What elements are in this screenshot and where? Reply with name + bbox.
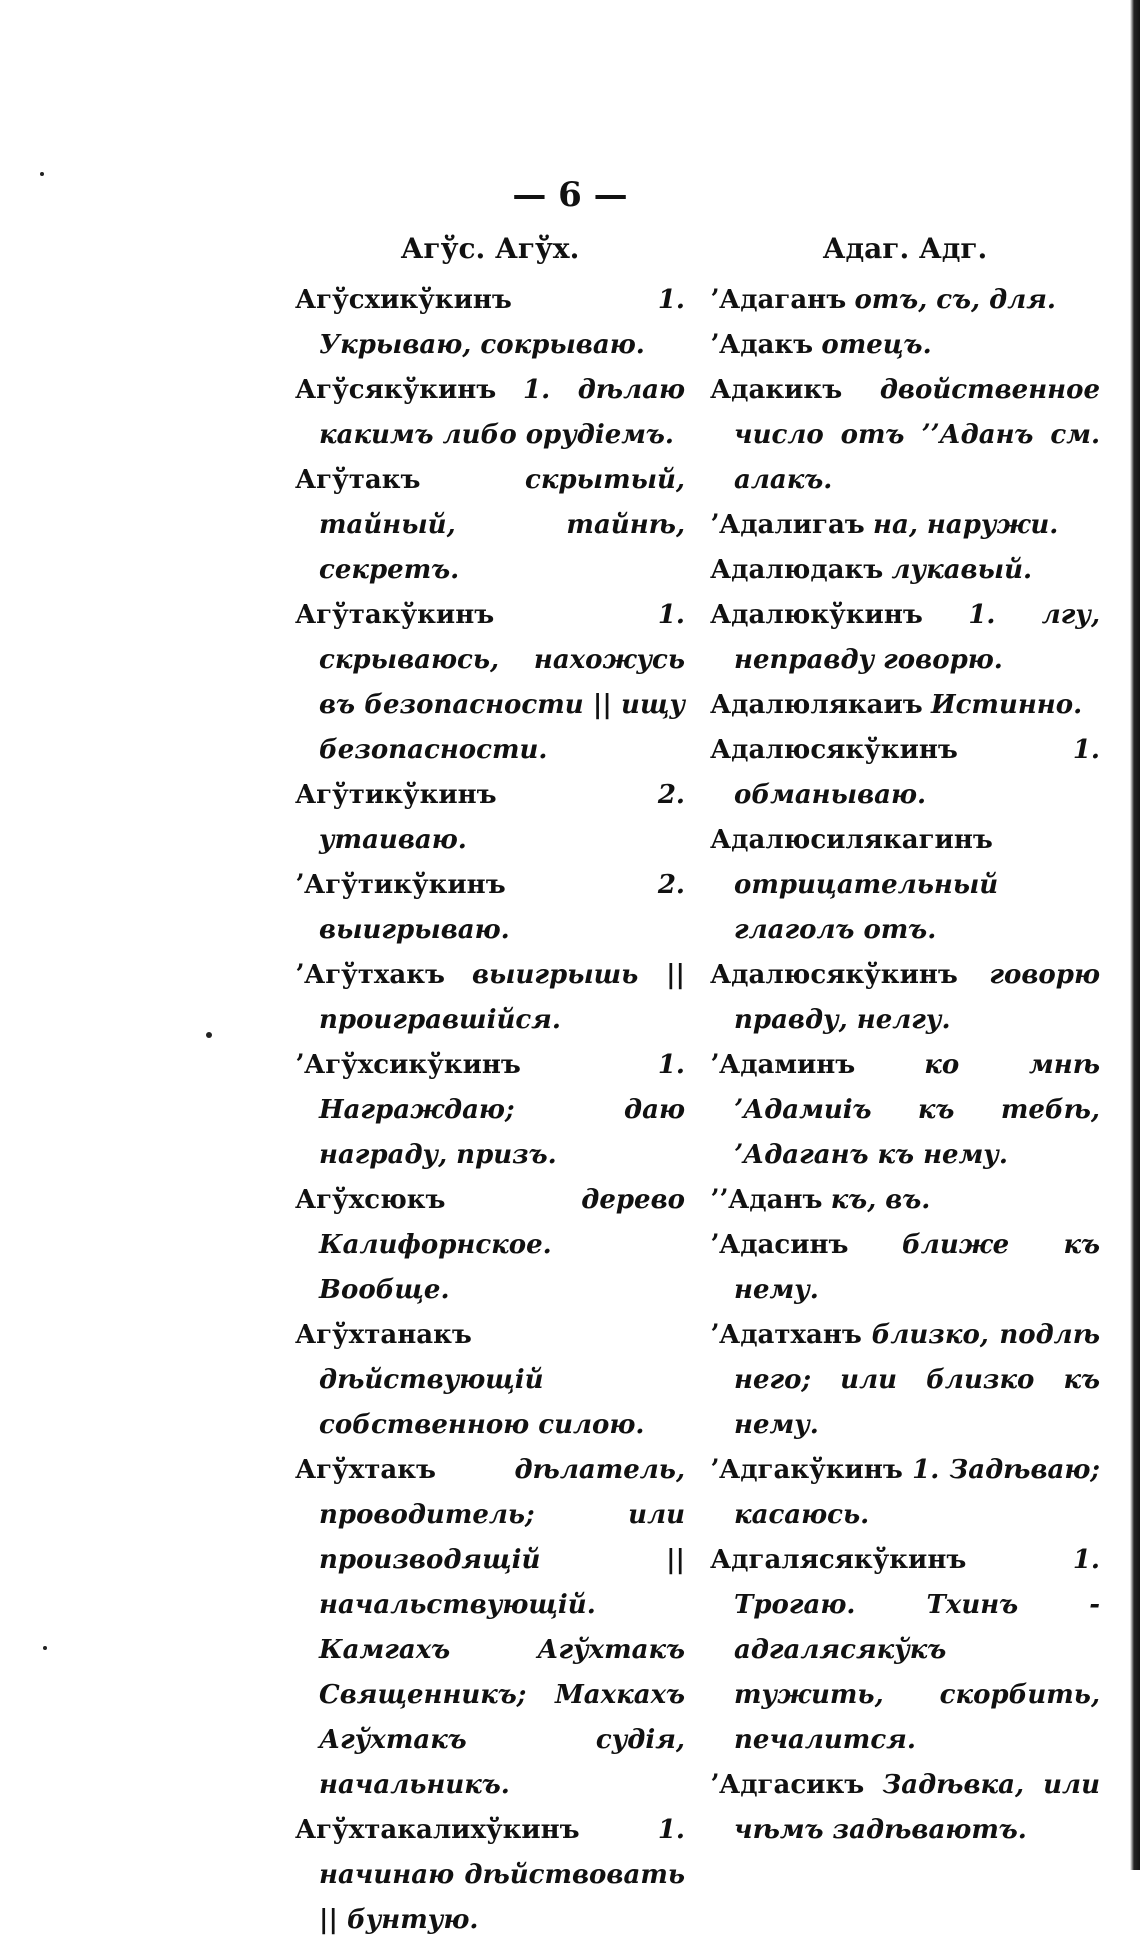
dictionary-entry	[710, 818, 1100, 953]
dictionary-entry	[710, 1043, 1100, 1178]
definition: отъ, съ, для.	[854, 285, 1056, 315]
headword: Адакикъ	[710, 375, 843, 405]
definition: 1. лгу, неправду говорю.	[734, 600, 1100, 675]
headword: Агўхсюкъ	[295, 1185, 446, 1215]
dictionary-entry	[710, 1313, 1100, 1448]
headword: Адалюсилякагинъ	[710, 825, 993, 855]
definition: 1. дѣлаю какимъ либо орудіемъ.	[319, 375, 685, 450]
definition: близко, подлѣ него; или близко къ нему.	[734, 1320, 1100, 1440]
headword: Агўхтакъ	[295, 1455, 436, 1485]
headword: ʼАдаминъ	[710, 1050, 856, 1080]
headword: Агўтикўкинъ	[295, 780, 497, 810]
definition: выигрышь || проигравшійся.	[319, 960, 686, 1035]
definition: 1. скрываюсь, нахожусь въ безопасности || ищу безопасности.	[319, 600, 685, 765]
ink-speck	[43, 1646, 47, 1650]
definition: отрицательный глаголъ отъ.	[734, 870, 999, 945]
dictionary-entry	[710, 593, 1100, 683]
definition: 1. Укрываю, сокрываю.	[319, 285, 685, 360]
definition: лукавый.	[891, 555, 1033, 585]
headword: Адалюлякаиъ	[710, 690, 923, 720]
dictionary-entry	[295, 863, 685, 953]
definition: ко мнѣ ʼАдамиіъ къ тебѣ, ʼАдаганъ къ нему.	[734, 1050, 1100, 1170]
dictionary-entry	[295, 953, 685, 1043]
definition: говорю правду, нелгу.	[734, 960, 1100, 1035]
dictionary-entry	[295, 1448, 685, 1808]
definition: 1. обманываю.	[734, 735, 1100, 810]
headword: ʼАдгакўкинъ	[710, 1455, 903, 1485]
dictionary-entry	[295, 1313, 685, 1448]
definition: дерево Калифорнское. Вообще.	[319, 1185, 685, 1305]
definition: дѣлатель, проводитель; или производящій || начальствующій. Камгахъ Агўхтакъ Священникъ; Махкахъ Агўхтакъ судія, начальникъ.	[319, 1455, 685, 1800]
column-header: Агўс. Агўх.	[400, 232, 580, 265]
dictionary-entry	[295, 1808, 685, 1943]
headword: ʼАгўтхакъ	[295, 960, 445, 990]
headword: Агўсякўкинъ	[295, 375, 497, 405]
definition: 1. Задѣваю; касаюсь.	[734, 1455, 1100, 1530]
dictionary-entry	[710, 368, 1100, 503]
dictionary-entry	[710, 1178, 1100, 1223]
definition: къ, въ.	[830, 1185, 931, 1215]
headword: Адалюдакъ	[710, 555, 884, 585]
dictionary-entry	[295, 278, 685, 368]
headword: ʼАгўтикўкинъ	[295, 870, 506, 900]
dictionary-entry	[710, 953, 1100, 1043]
headword: Адалюсякўкинъ	[710, 960, 958, 990]
definition: 1. Награждаю; даю награду, призъ.	[319, 1050, 685, 1170]
definition: 1. Трогаю. Тхинъ - адгалясякўкъ тужить, скорбить, печалится.	[734, 1545, 1100, 1755]
definition: на, наружи.	[873, 510, 1059, 540]
page-edge-shadow	[1130, 0, 1140, 1870]
column-header: Адаг. Адг.	[822, 232, 988, 265]
dictionary-entry	[710, 728, 1100, 818]
headword: Адалюкўкинъ	[710, 600, 923, 630]
ink-speck	[206, 1032, 212, 1038]
headword: ʼАдаганъ	[710, 285, 847, 315]
definition: отецъ.	[821, 330, 932, 360]
page-number: — 6 —	[512, 175, 628, 215]
dictionary-entry	[710, 278, 1100, 323]
headword: ʼʼАданъ	[710, 1185, 823, 1215]
headword: ʼАдалигаъ	[710, 510, 865, 540]
dictionary-entry	[295, 458, 685, 593]
definition: 2. выигрываю.	[319, 870, 685, 945]
headword: ʼАдатханъ	[710, 1320, 862, 1350]
definition: двойственное число отъ ʼʼАданъ см. алакъ.	[734, 375, 1100, 495]
dictionary-entry	[295, 368, 685, 458]
definition: 2. утаиваю.	[319, 780, 685, 855]
definition: 1. начинаю дѣйствовать || бунтую.	[319, 1815, 685, 1935]
definition: скрытый, тайный, тайнѣ, секретъ.	[319, 465, 685, 585]
headword: ʼАдасинъ	[710, 1230, 849, 1260]
dictionary-entry	[710, 1223, 1100, 1313]
headword: ʼАдгасикъ	[710, 1770, 865, 1800]
definition: Задѣвка, или чѣмъ задѣваютъ.	[734, 1770, 1100, 1845]
headword: Агўхтанакъ	[295, 1320, 472, 1350]
dictionary-entry	[295, 593, 685, 773]
left-column	[295, 232, 685, 1943]
dictionary-entry	[295, 773, 685, 863]
dictionary-entry	[295, 1178, 685, 1313]
dictionary-entry	[710, 1448, 1100, 1538]
dictionary-entry	[710, 1538, 1100, 1763]
definition: ближе къ нему.	[734, 1230, 1101, 1305]
right-column	[710, 232, 1100, 1853]
headword: Адалюсякўкинъ	[710, 735, 958, 765]
headword: ʼАгўхсикўкинъ	[295, 1050, 521, 1080]
dictionary-entry	[295, 1043, 685, 1178]
headword: Агўсхикўкинъ	[295, 285, 512, 315]
headword: ʼАдакъ	[710, 330, 814, 360]
definition: дѣйствующій собственною силою.	[319, 1365, 645, 1440]
headword: Агўтакъ	[295, 465, 421, 495]
definition: Истинно.	[931, 690, 1083, 720]
dictionary-entry	[710, 323, 1100, 368]
headword: Агўхтакалихўкинъ	[295, 1815, 580, 1845]
dictionary-entry	[710, 683, 1100, 728]
headword: Агўтакўкинъ	[295, 600, 495, 630]
dictionary-entry	[710, 503, 1100, 548]
dictionary-entry	[710, 1763, 1100, 1853]
headword: Адгалясякўкинъ	[710, 1545, 967, 1575]
dictionary-entry	[710, 548, 1100, 593]
